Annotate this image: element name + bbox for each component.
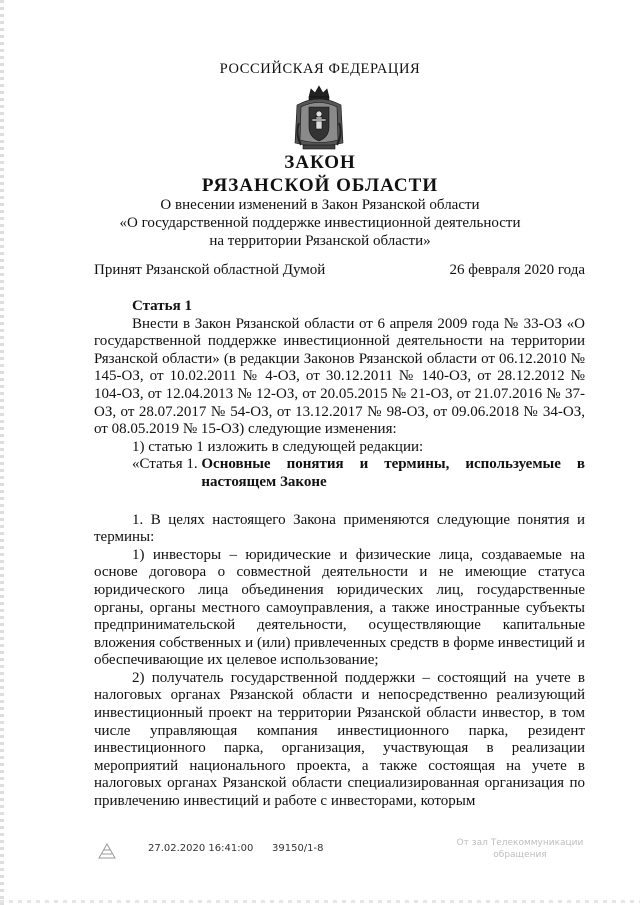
adoption-date: 26 февраля 2020 года <box>449 262 585 278</box>
law-subtitle <box>0 196 640 250</box>
registry-mark-icon <box>95 840 119 862</box>
amendment-item: 1) статью 1 изложить в следующей редакции: <box>132 438 424 455</box>
subtitle-line: О внесении изменений в Закон Рязанской области <box>160 197 480 213</box>
law-title <box>0 151 640 197</box>
quoted-article-label: «Статья 1. <box>132 456 202 473</box>
faded-stamp <box>450 837 590 861</box>
definition-recipient: 2) получатель государственной поддержки – состоящий на учете в налоговых органах Рязанской области и непосредственно реализующий инвестиционный проект на территории Рязанской области инвестор, в том числе управляющая компания инвестиционного парка, резидент инвестиционного парка, организация, участвующая в реализации мероприятий национального проекта, а также состоящая на учете в налоговых органах Рязанской области специализированная организация по привлечению инвестиций и работе с инвесторами, которым <box>94 669 585 810</box>
quoted-article-title: Основные понятия и термины, используемые в настоящем Законе <box>201 456 585 490</box>
scan-edge <box>0 0 4 905</box>
footer-datetime: 27.02.2020 16:41:00 <box>148 843 254 854</box>
article-intro: Внести в Закон Рязанской области от 6 апреля 2009 года № 33-ОЗ «О государственной поддержке инвестиционной деятельности на территории Рязанской области» (в редакции Законов Рязанской области от 06.12.2010 № 145-ОЗ, от 10.02.2011 № 4-ОЗ, от 30.12.2011 № 140-ОЗ, от 28.12.2012 № 104-ОЗ, от 12.04.2013 № 12-ОЗ, от 20.05.2015 № 21-ОЗ, от 21.07.2016 № 37-ОЗ, от 28.07.2017 № 54-ОЗ, от 13.12.2017 № 98-ОЗ, от 09.06.2018 № 34-ОЗ, от 08.05.2019 № 15-ОЗ) следующие изменения: <box>94 315 585 438</box>
subtitle-line: «О государственной поддержке инвестиционной деятельности <box>119 215 521 231</box>
adopted-by: Принят Рязанской областной Думой <box>94 262 326 278</box>
stamp-line: обращения <box>493 850 547 860</box>
region-name: РЯЗАНСКОЙ ОБЛАСТИ <box>201 175 439 196</box>
scan-bottom-edge <box>0 900 640 903</box>
stamp-line: От зал Телекоммуникации <box>456 838 584 848</box>
coat-of-arms-icon <box>291 83 347 153</box>
law-body <box>94 298 585 811</box>
subtitle-line: на территории Рязанской области» <box>209 233 431 249</box>
adoption-line <box>94 262 585 279</box>
federation-heading: РОССИЙСКАЯ ФЕДЕРАЦИЯ <box>219 61 421 77</box>
footer <box>0 840 640 870</box>
point-1: 1. В целях настоящего Закона применяются следующие понятия и термины: <box>94 511 585 546</box>
footer-doc-number: 39150/1-8 <box>272 843 324 854</box>
law-word: ЗАКОН <box>284 152 356 173</box>
article-heading: Статья 1 <box>132 298 192 314</box>
quoted-article-heading <box>94 456 585 491</box>
definition-investors: 1) инвесторы – юридические и физические лица, создаваемые на основе договора о совместной деятельности и не имеющие статуса юридического лица объединения юридических лиц, государственные органы, органы местного самоуправления, а также иностранные субъекты предпринимательской деятельности, осуществляющие капитальные вложения собственных и (или) привлеченных средств в форме инвестиций и обеспечивающие их целевое использование; <box>94 546 585 669</box>
